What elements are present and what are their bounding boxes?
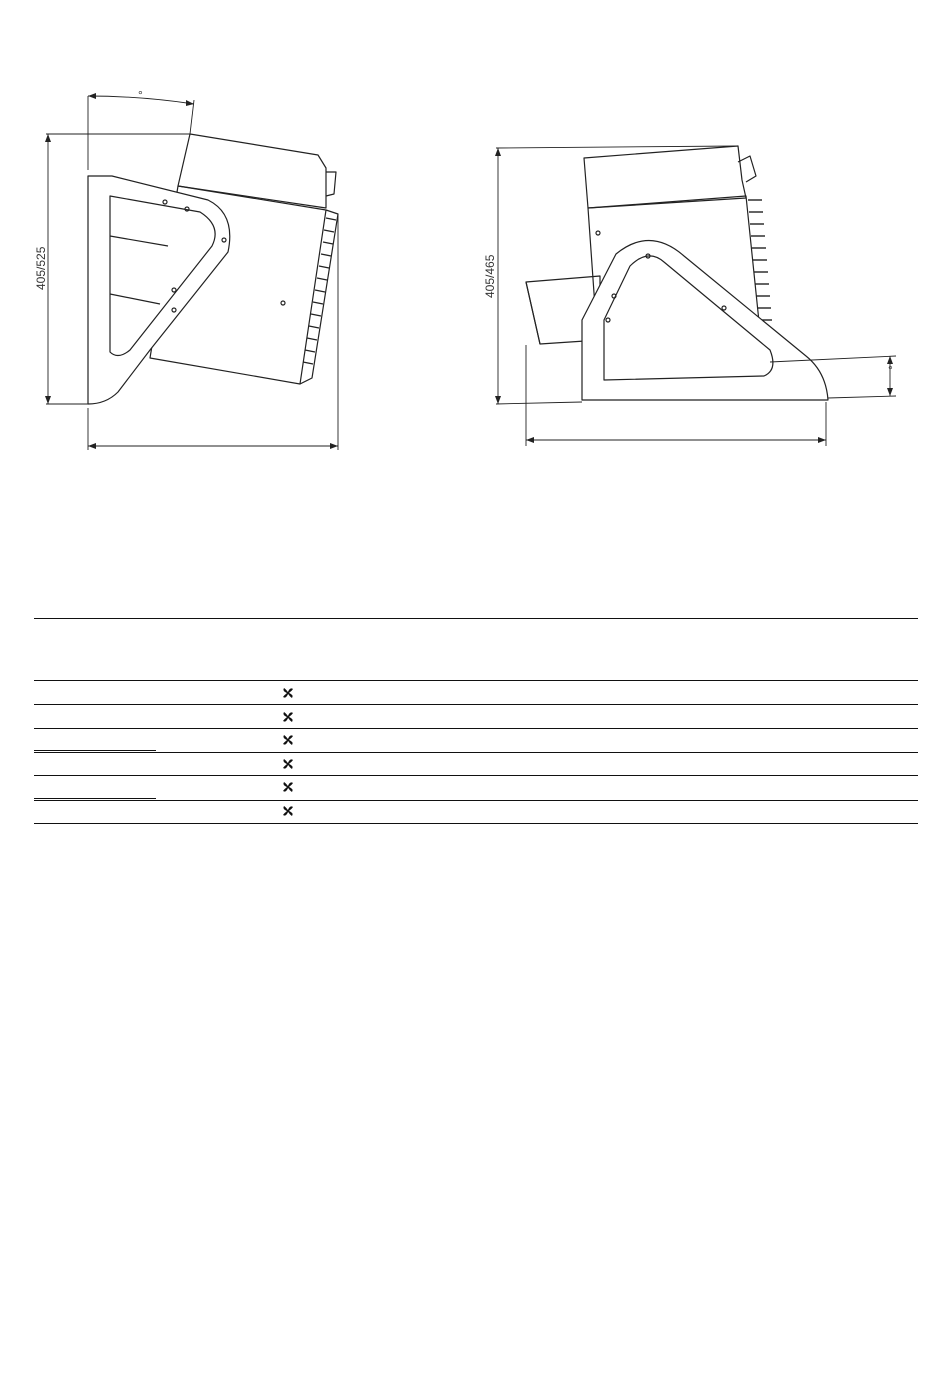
right-height-label: 405/465 (483, 254, 497, 298)
table-row-rule (34, 728, 918, 729)
table-row-rule (34, 752, 918, 753)
technical-drawings (0, 0, 950, 480)
fan-icon (281, 686, 295, 700)
table-header-rule (34, 680, 918, 681)
table-row-rule (34, 704, 918, 705)
table-group-rule (34, 798, 156, 799)
left-height-label: 405/525 (34, 246, 48, 290)
fan-icon (281, 710, 295, 724)
fan-icon (281, 804, 295, 818)
right-heater-drawing (495, 146, 896, 446)
fan-icon (281, 733, 295, 747)
fan-icon (281, 780, 295, 794)
table-bottom-rule (34, 823, 918, 824)
table-row-rule (34, 775, 918, 776)
table-row-rule (34, 800, 918, 801)
left-angle-label: ° (138, 88, 143, 102)
table-group-rule (34, 750, 156, 751)
fan-icon (281, 757, 295, 771)
right-angle-label: ° (888, 363, 893, 377)
table-top-rule (34, 618, 918, 619)
left-heater-drawing (45, 93, 338, 450)
